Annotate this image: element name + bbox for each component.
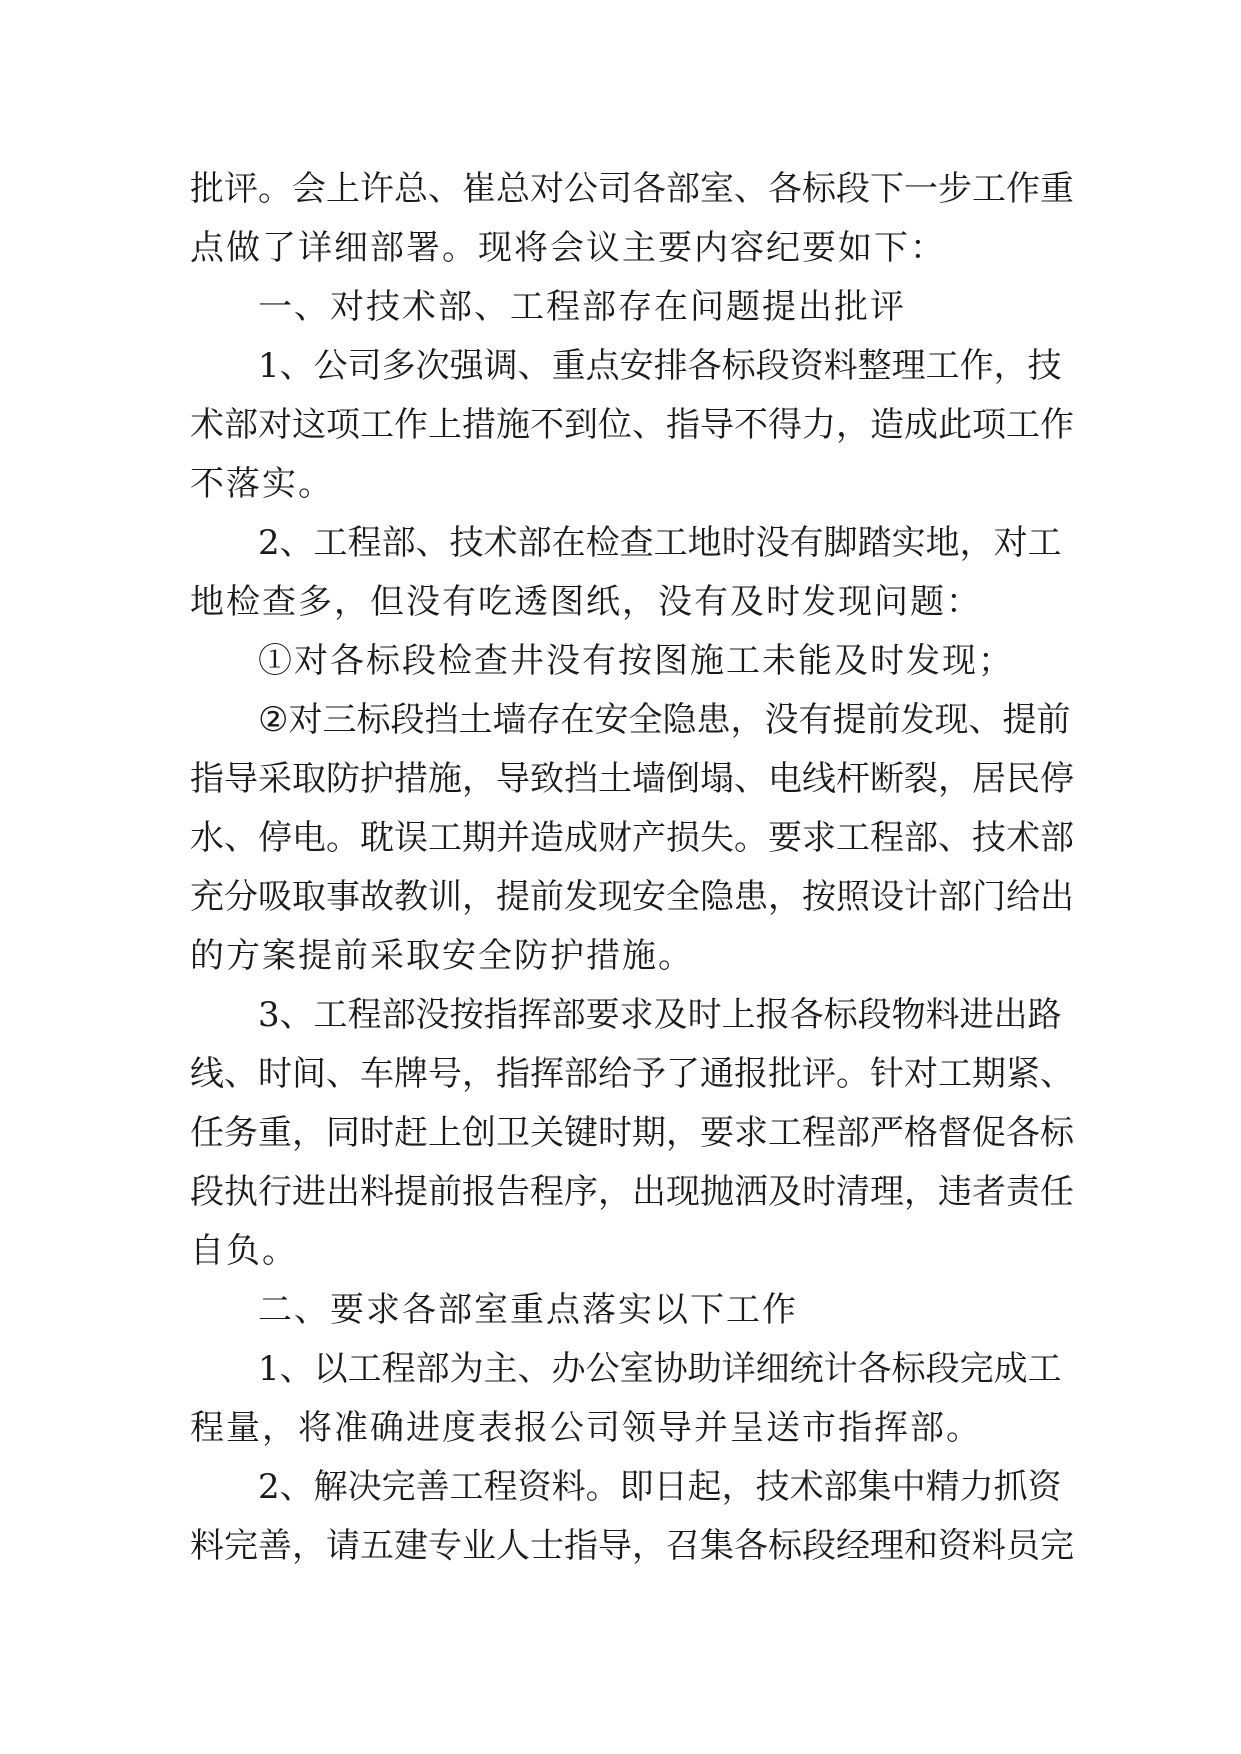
text-line-18: 段 执 行 进 出 料 提 前 报 告 程 序 ， 出 现 抛 洒 及 时 清 理 ， 违 者 责 任 [190,1172,1074,1212]
text-line-1: 批 评 。 会 上 许 总 、 崔 总 对 公 司 各 部 室 、 各 标 段 下 一 步 工 作 重 [190,169,1074,209]
text-line-4: 1 、 公 司 多 次 强 调 、 重 点 安 排 各 标 段 资 料 整 理 工 作 ， 技 [258,346,1062,386]
text-line-14: 的方案提前采取安全防护措施。 [190,936,694,976]
text-line-5: 术 部 对 这 项 工 作 上 措 施 不 到 位 、 指 导 不 得 力 ， 造 成 此 项 工 作 [190,405,1074,445]
text-line-17: 任 务 重 ， 同 时 赶 上 创 卫 关 键 时 期 ， 要 求 工 程 部 严 格 督 促 各 标 [190,1113,1074,1153]
text-line-10: ② 对 三 标 段 挡 土 墙 存 在 安 全 隐 患 ， 没 有 提 前 发 现 、 提 前 [258,700,1071,740]
text-line-12: 水 、 停 电 。 耽 误 工 期 并 造 成 财 产 损 失 。 要 求 工 程 部 、 技 术 部 [190,818,1074,858]
text-line-6: 不落实。 [190,464,334,504]
text-line-22: 程量，将准确进度表报公司领导并呈送市指挥部。 [190,1408,982,1448]
text-line-15: 3 、 工 程 部 没 按 指 挥 部 要 求 及 时 上 报 各 标 段 物 料 进 出 路 [258,995,1062,1035]
section-heading-2: 二、要求各部室重点落实以下工作 [258,1290,798,1330]
text-line-11: 指 导 采 取 防 护 措 施 ， 导 致 挡 土 墙 倒 塌 、 电 线 杆 断 裂 ， 居 民 停 [190,759,1074,799]
text-line-24: 料 完 善 ， 请 五 建 专 业 人 士 指 导 ， 召 集 各 标 段 经 理 和 资 料 员 完 [190,1526,1074,1566]
text-line-21: 1 、 以 工 程 部 为 主 、 办 公 室 协 助 详 细 统 计 各 标 段 完 成 工 [258,1349,1062,1389]
text-line-2: 点做了详细部署。现将会议主要内容纪要如下： [190,228,946,268]
text-line-9: ①对各标段检查井没有按图施工未能及时发现； [258,641,1014,681]
text-line-13: 充 分 吸 取 事 故 教 训 ， 提 前 发 现 安 全 隐 患 ， 按 照 设 计 部 门 给 出 [190,877,1074,917]
text-line-8: 地检查多，但没有吃透图纸，没有及时发现问题： [190,582,982,622]
section-heading-1: 一、对技术部、工程部存在问题提出批评 [258,287,906,327]
text-line-16: 线 、 时 间 、 车 牌 号 ， 指 挥 部 给 予 了 通 报 批 评 。 针 对 工 期 紧 、 [190,1054,1074,1094]
document-body [190,160,1074,1576]
text-line-7: 2 、 工 程 部 、 技 术 部 在 检 查 工 地 时 没 有 脚 踏 实 地 ， 对 工 [258,523,1062,563]
text-line-23: 2 、 解 决 完 善 工 程 资 料 。 即 日 起 ， 技 术 部 集 中 精 力 抓 资 [258,1467,1062,1507]
text-line-19: 自负。 [190,1231,298,1271]
